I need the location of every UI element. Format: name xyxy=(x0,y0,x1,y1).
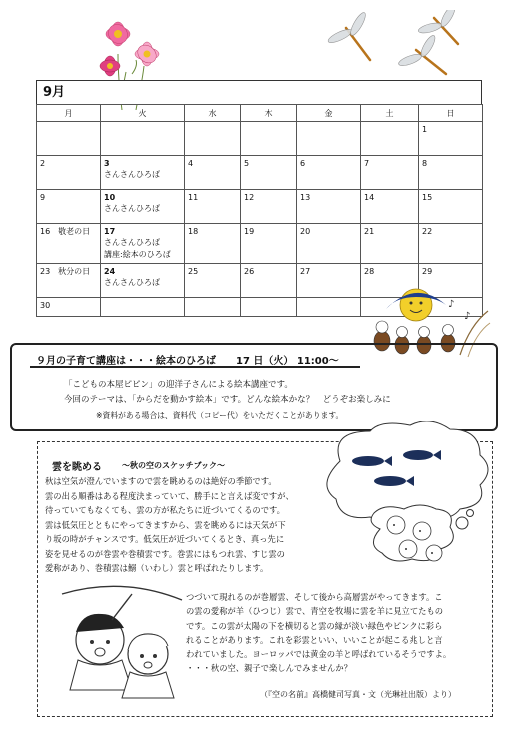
day-event: さんさんひろば xyxy=(104,170,160,179)
calendar-day-cell xyxy=(419,156,483,190)
day-number: 23 秋分の日 xyxy=(40,267,91,276)
calendar-day-cell xyxy=(37,156,101,190)
article-line: われていました。ヨーロッパでは黄金の羊と呼ばれているそうですよ。 xyxy=(186,649,452,660)
calendar-day-cell xyxy=(297,156,361,190)
dragonfly-illustration xyxy=(324,10,474,90)
day-number: 15 xyxy=(422,193,433,202)
calendar-day-cell xyxy=(37,298,101,317)
day-number: 7 xyxy=(364,159,370,168)
calendar-week-row xyxy=(37,190,483,224)
day-number: 9 xyxy=(40,193,46,202)
day-number: 11 xyxy=(188,193,199,202)
cloud-article-heading: 雲を眺める xyxy=(52,462,102,473)
calendar-day-cell xyxy=(37,224,101,264)
calendar-day-cell xyxy=(297,122,361,156)
day-number: 12 xyxy=(244,193,255,202)
weekday-header: 土 xyxy=(361,105,419,122)
day-number: 27 xyxy=(300,267,311,276)
calendar-week-row xyxy=(37,122,483,156)
article-line: の雲の愛称が羊（ひつじ）雲で、青空を牧場に雲を羊に見立てたもの xyxy=(186,606,444,617)
day-number: 24 xyxy=(104,267,116,276)
article-line: れることがあります。これを彩雲といい、いいことが起こる兆しと言 xyxy=(186,634,443,645)
day-number: 16 敬老の日 xyxy=(40,227,91,236)
day-number: 26 xyxy=(244,267,255,276)
calendar-day-cell xyxy=(297,298,361,317)
lecture-line-2: 今回のテーマは、「からだを動かす絵本」です。どんな絵本かな？ どうぞお楽しみに xyxy=(64,395,391,405)
day-event: さんさんひろば xyxy=(104,238,160,247)
article-line: ・・・秋の空、親子で楽しんでみませんか？ xyxy=(186,663,352,674)
calendar-month-title: 9月 xyxy=(36,80,482,104)
lecture-heading-underline xyxy=(30,366,360,368)
calendar-day-cell xyxy=(185,224,241,264)
calendar-day-cell xyxy=(361,224,419,264)
cloud-article-right-text xyxy=(186,590,451,676)
day-event: さんさんひろば xyxy=(104,278,160,287)
day-number: 10 xyxy=(104,193,116,202)
calendar-day-cell xyxy=(101,122,185,156)
day-number: 19 xyxy=(244,227,255,236)
calendar-day-cell xyxy=(185,156,241,190)
calendar-weekday-row xyxy=(37,105,483,122)
cloud-article-credit: （『空の名前』高橋健司写真・文（光琳社出版）より） xyxy=(260,690,456,699)
day-number: 20 xyxy=(300,227,311,236)
calendar-day-cell xyxy=(361,190,419,224)
calendar-day-cell xyxy=(361,122,419,156)
calendar-day-cell xyxy=(297,264,361,298)
calendar-day-cell xyxy=(37,122,101,156)
day-event: 講座:絵本のひろば xyxy=(104,250,171,259)
day-number: 21 xyxy=(364,227,375,236)
lecture-line-3: ※資料がある場合は、資料代（コピー代）をいただくことがあります。 xyxy=(96,411,344,420)
article-line: 雲の出る順番はある程度決まっていて、勝手にと言えば変ですが、 xyxy=(45,490,294,501)
day-number: 6 xyxy=(300,159,306,168)
article-line: 姿を見せるのが巻雲や巻積雲です。巻雲にはもつれ雲、すじ雲の xyxy=(45,548,285,559)
article-line: 秋は空気が澄んでいますので雲を眺めるのは絶好の季節です。 xyxy=(45,476,277,486)
article-line: 待っていてもなくても、雲の方が私たちに近づいてくるのです。 xyxy=(45,505,285,515)
weekday-header: 火 xyxy=(101,105,185,122)
weekday-header: 水 xyxy=(185,105,241,122)
calendar-day-cell xyxy=(241,298,297,317)
calendar-day-cell xyxy=(101,224,185,264)
calendar-day-cell xyxy=(419,190,483,224)
calendar-day-cell xyxy=(101,190,185,224)
day-number: 22 xyxy=(422,227,433,236)
weekday-header: 木 xyxy=(241,105,297,122)
day-number: 14 xyxy=(364,193,375,202)
calendar-day-cell xyxy=(185,122,241,156)
weekday-header: 月 xyxy=(37,105,101,122)
calendar-day-cell xyxy=(297,190,361,224)
calendar-day-cell xyxy=(37,190,101,224)
calendar-day-cell xyxy=(101,298,185,317)
children-looking-up-illustration xyxy=(60,580,186,700)
day-number: 4 xyxy=(188,159,194,168)
calendar-day-cell xyxy=(297,224,361,264)
calendar-day-cell xyxy=(101,264,185,298)
calendar-day-cell xyxy=(241,156,297,190)
article-line: です。この雲が太陽の下を横切ると雲の縁が淡い緑色やピンクに彩ら xyxy=(186,620,443,631)
article-line: 愛称があり、巻積雲は鰯（いわし）雲と呼ばれたりします。 xyxy=(45,563,269,573)
calendar-day-cell xyxy=(241,264,297,298)
cloud-article-subheading: ～秋の空のスケッチブック～ xyxy=(122,461,226,470)
calendar-day-cell xyxy=(37,264,101,298)
svg-text:♪: ♪ xyxy=(448,299,455,310)
calendar-day-cell xyxy=(241,190,297,224)
calendar-week-row xyxy=(37,156,483,190)
day-number: 3 xyxy=(104,159,110,168)
lecture-heading: ９月の子育て講座は・・・絵本のひろば 17 日（火） 11:00～ xyxy=(36,356,339,367)
fish-and-sheep-cloud-illustration xyxy=(310,421,500,591)
day-number: 13 xyxy=(300,193,311,202)
calendar-day-cell xyxy=(419,122,483,156)
lecture-line-1: 「こどもの本屋ピピン」の迎洋子さんによる絵本講座です。 xyxy=(64,380,293,390)
weekday-header: 日 xyxy=(419,105,483,122)
day-number: 30 xyxy=(40,301,51,310)
day-number: 28 xyxy=(364,267,375,276)
calendar-day-cell xyxy=(185,298,241,317)
day-number: 17 xyxy=(104,227,116,236)
calendar-day-cell xyxy=(241,122,297,156)
calendar-week-row xyxy=(37,224,483,264)
day-number: 5 xyxy=(244,159,250,168)
article-line: つづいて現れるのが巻層雲、そして後から高層雲がやってきます。こ xyxy=(186,592,443,602)
day-number: 1 xyxy=(422,125,428,134)
day-event: さんさんひろば xyxy=(104,204,160,213)
day-number: 25 xyxy=(188,267,199,276)
calendar-day-cell xyxy=(101,156,185,190)
weekday-header: 金 xyxy=(297,105,361,122)
article-line: り坂の時がチャンスです。低気圧が近づいてくるとき、真っ先に xyxy=(45,534,285,544)
calendar-day-cell xyxy=(361,156,419,190)
day-number: 8 xyxy=(422,159,428,168)
day-number: 29 xyxy=(422,267,433,276)
calendar-day-cell xyxy=(185,264,241,298)
svg-text:♪: ♪ xyxy=(464,311,471,322)
article-line: 雲は低気圧とともにやってきますから、雲を眺めるには天気が下 xyxy=(45,519,286,530)
day-number: 2 xyxy=(40,159,46,168)
calendar-day-cell xyxy=(419,224,483,264)
cloud-article-left-text xyxy=(45,474,294,576)
day-number: 18 xyxy=(188,227,199,236)
calendar-day-cell xyxy=(241,224,297,264)
calendar-day-cell xyxy=(185,190,241,224)
